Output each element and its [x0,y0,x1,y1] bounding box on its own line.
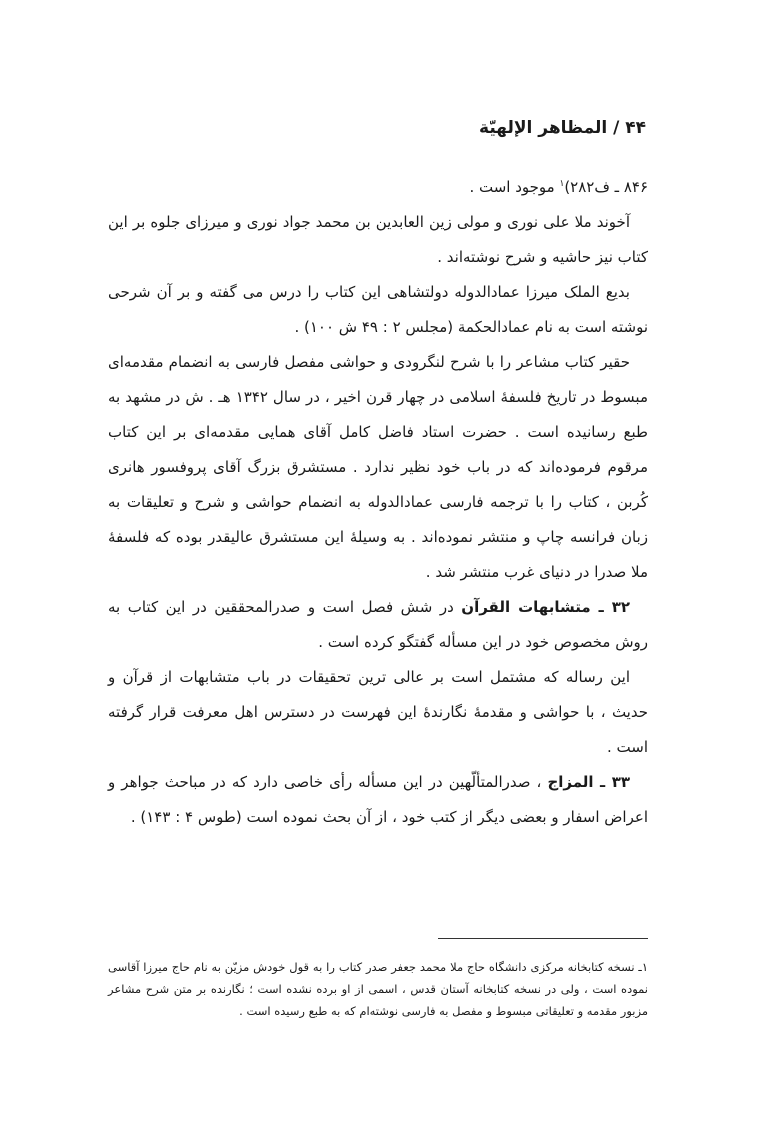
paragraph-continuation [108,170,648,205]
paragraph-text: ۸۴۶ ـ ف۲۸۲) [564,178,648,196]
paragraph-text: در شش فصل است و صدرالمحققین در این کتاب به روش مخصوص خود در این مسأله گفتگو کرده است . [108,598,648,651]
body-text [108,170,648,835]
footnotes [108,956,648,1022]
paragraph-entry-32 [108,590,648,660]
paragraph: حقیر کتاب مشاعر را با شرح لنگرودی و حواشی مفصل فارسی به انضمام مقدمه‌ای مبسوط در تاریخ فلسفهٔ اسلامی در چهار قرن اخیر ، در سال ۱۳۴۲ هـ . ش در مشهد به طبع رسانیده است . حضرت استاد فاضل کامل آقای همایی مقدمه‌ای بر این کتاب مرقوم فرموده‌اند که در باب خود نظیر ندارد . مستشرق بزرگ آقای پروفسور هانری کُربن ، کتاب را با ترجمه فارسی عمادالدوله به انضمام حواشی و شرح و تعلیقات به زبان فرانسه چاپ و منتشر نموده‌اند . به وسیلهٔ این مستشرق عالیقدر بوده که فلسفهٔ ملا صدرا در دنیای غرب منتشر شد . [108,353,648,581]
entry-heading: ۳۲ ـ متشابهات القرآن [461,598,630,616]
paragraph-text: ، صدرالمتألّهین در این مسأله رأی خاصی دارد که در مباحث جواهر و اعراض اسفار و بعضی دیگر از کتب خود ، از آن بحث نموده است (طوس ۴ : ۱۴۳) . [108,773,648,826]
footnote-ref: ۱ [559,179,565,189]
entry-heading: ۳۳ ـ المزاج [547,773,630,791]
running-head: ۴۴ / المظاهر الإلهيّة [479,118,646,138]
paragraph: آخوند ملا علی نوری و مولی زین العابدین بن محمد جواد نوری و میرزای جلوه بر این کتاب نیز حاشیه و شرح نوشته‌اند . [108,213,648,266]
paragraph: بدیع الملک میرزا عمادالدوله دولتشاهی این کتاب را درس می گفته و بر آن شرحی نوشته است به نام عمادالحکمة (مجلس ۲ : ۴۹ ش ۱۰۰) . [108,283,648,336]
paragraph-tail: موجود است . [469,178,560,196]
footnote-divider [438,938,648,939]
footnote: ۱ـ نسخه کتابخانه مرکزی دانشگاه حاج ملا محمد جعفر صدر کتاب را به قول خودش مزیّن به نام حاج میرزا آقاسی نموده است ، ولی در نسخه کتابخانه آستان قدس ، اسمی از او برده نشده است ؛ نگارنده بر متن شرح مشاعر مزبور مقدمه و تعلیقاتی مبسوط و مفصل به فارسی نوشته‌ام که به طبع رسیده است . [108,960,648,1018]
paragraph: این رساله که مشتمل است بر عالی ترین تحقیقات در باب متشابهات از قرآن و حدیث ، با حواشی و مقدمهٔ نگارندهٔ این فهرست در دسترس اهل معرفت قرار گرفته است . [108,668,648,756]
paragraph-entry-33 [108,765,648,835]
